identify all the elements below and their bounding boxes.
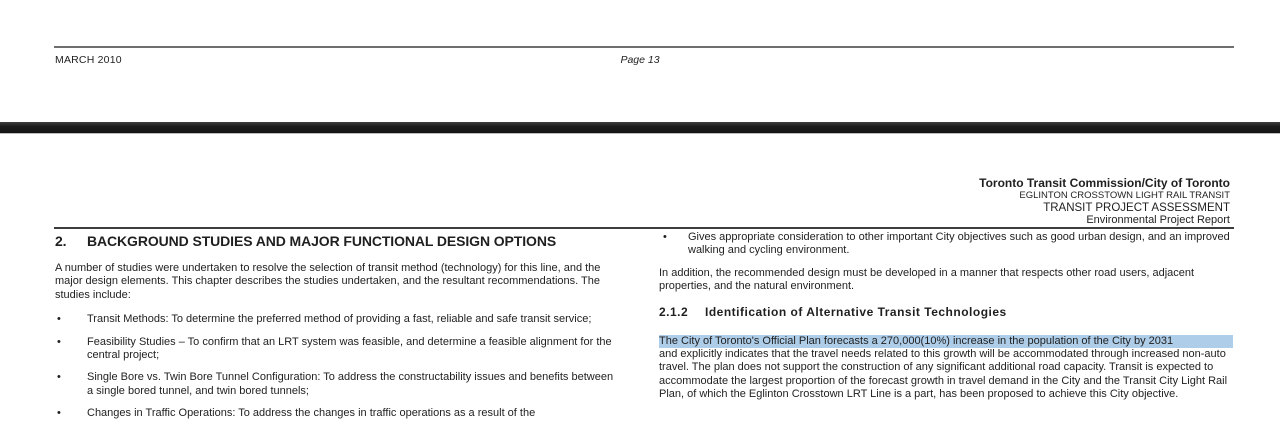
highlighted-text: The City of Toronto's Official Plan forecasts a 270,000(10%) increase in the population of the City by 2031 bbox=[659, 335, 1233, 348]
list-item: • Transit Methods: To determine the preferred method of providing a fast, reliable and safe transit service; bbox=[55, 313, 621, 326]
header-assessment-title: TRANSIT PROJECT ASSESSMENT bbox=[1043, 201, 1230, 214]
header-report-title: Environmental Project Report bbox=[1086, 214, 1230, 226]
left-column bbox=[55, 233, 621, 421]
header-divider-line bbox=[54, 227, 1234, 229]
right-column bbox=[659, 231, 1233, 413]
header-project-name: EGLINTON CROSSTOWN LIGHT RAIL TRANSIT bbox=[1019, 190, 1230, 201]
section-number: 2. bbox=[55, 233, 67, 249]
objectives-bullet-list bbox=[659, 231, 1233, 258]
paragraph-continuation: and explicitly indicates that the travel needs related to this growth will be accommodated through increased non-auto travel. The plan does not support the construction of any significant additional road capacity. Transit is expected to accommodate the largest proportion of the forecast growth in travel demand in the City and the Transit City Light Rail Plan, of which the Eglinton Crosstown LRT Line is a part, has been proposed to achieve this City objective. bbox=[659, 348, 1228, 401]
subsection-title: Identification of Alternative Transit Technologies bbox=[705, 304, 1007, 319]
list-item: • Gives appropriate consideration to other important City objectives such as good urban design, and an improved walking and cycling environment. bbox=[659, 231, 1233, 258]
list-item: • Single Bore vs. Twin Bore Tunnel Configuration: To address the constructability issues and benefits between a single bored tunnel, and twin bored tunnels; bbox=[55, 371, 621, 398]
document-header bbox=[979, 177, 1230, 226]
official-plan-paragraph bbox=[659, 335, 1233, 402]
footer-page-number: Page 13 bbox=[620, 54, 660, 66]
page-separator-bar bbox=[0, 122, 1280, 134]
section-heading bbox=[55, 233, 621, 249]
list-item: • Changes in Traffic Operations: To address the changes in traffic operations as a result of the bbox=[55, 407, 621, 420]
footer-divider-line bbox=[54, 46, 1234, 48]
header-organization: Toronto Transit Commission/City of Toronto bbox=[979, 176, 1230, 190]
design-paragraph: In addition, the recommended design must be developed in a manner that respects other road users, adjacent properties, and the natural environment. bbox=[659, 266, 1195, 293]
section-title: BACKGROUND STUDIES AND MAJOR FUNCTIONAL DESIGN OPTIONS bbox=[87, 233, 557, 249]
subsection-number: 2.1.2 bbox=[659, 304, 689, 319]
intro-paragraph: A number of studies were undertaken to resolve the selection of transit method (technology) for this line, and the major design elements. This chapter describes the studies undertaken, and the resultant recommendations. The studies include: bbox=[55, 262, 601, 301]
footer-date: MARCH 2010 bbox=[55, 54, 122, 66]
list-item: • Feasibility Studies – To confirm that an LRT system was feasible, and determine a feasible alignment for the central project; bbox=[55, 336, 621, 363]
studies-bullet-list bbox=[55, 313, 621, 420]
subsection-heading bbox=[659, 305, 1233, 320]
